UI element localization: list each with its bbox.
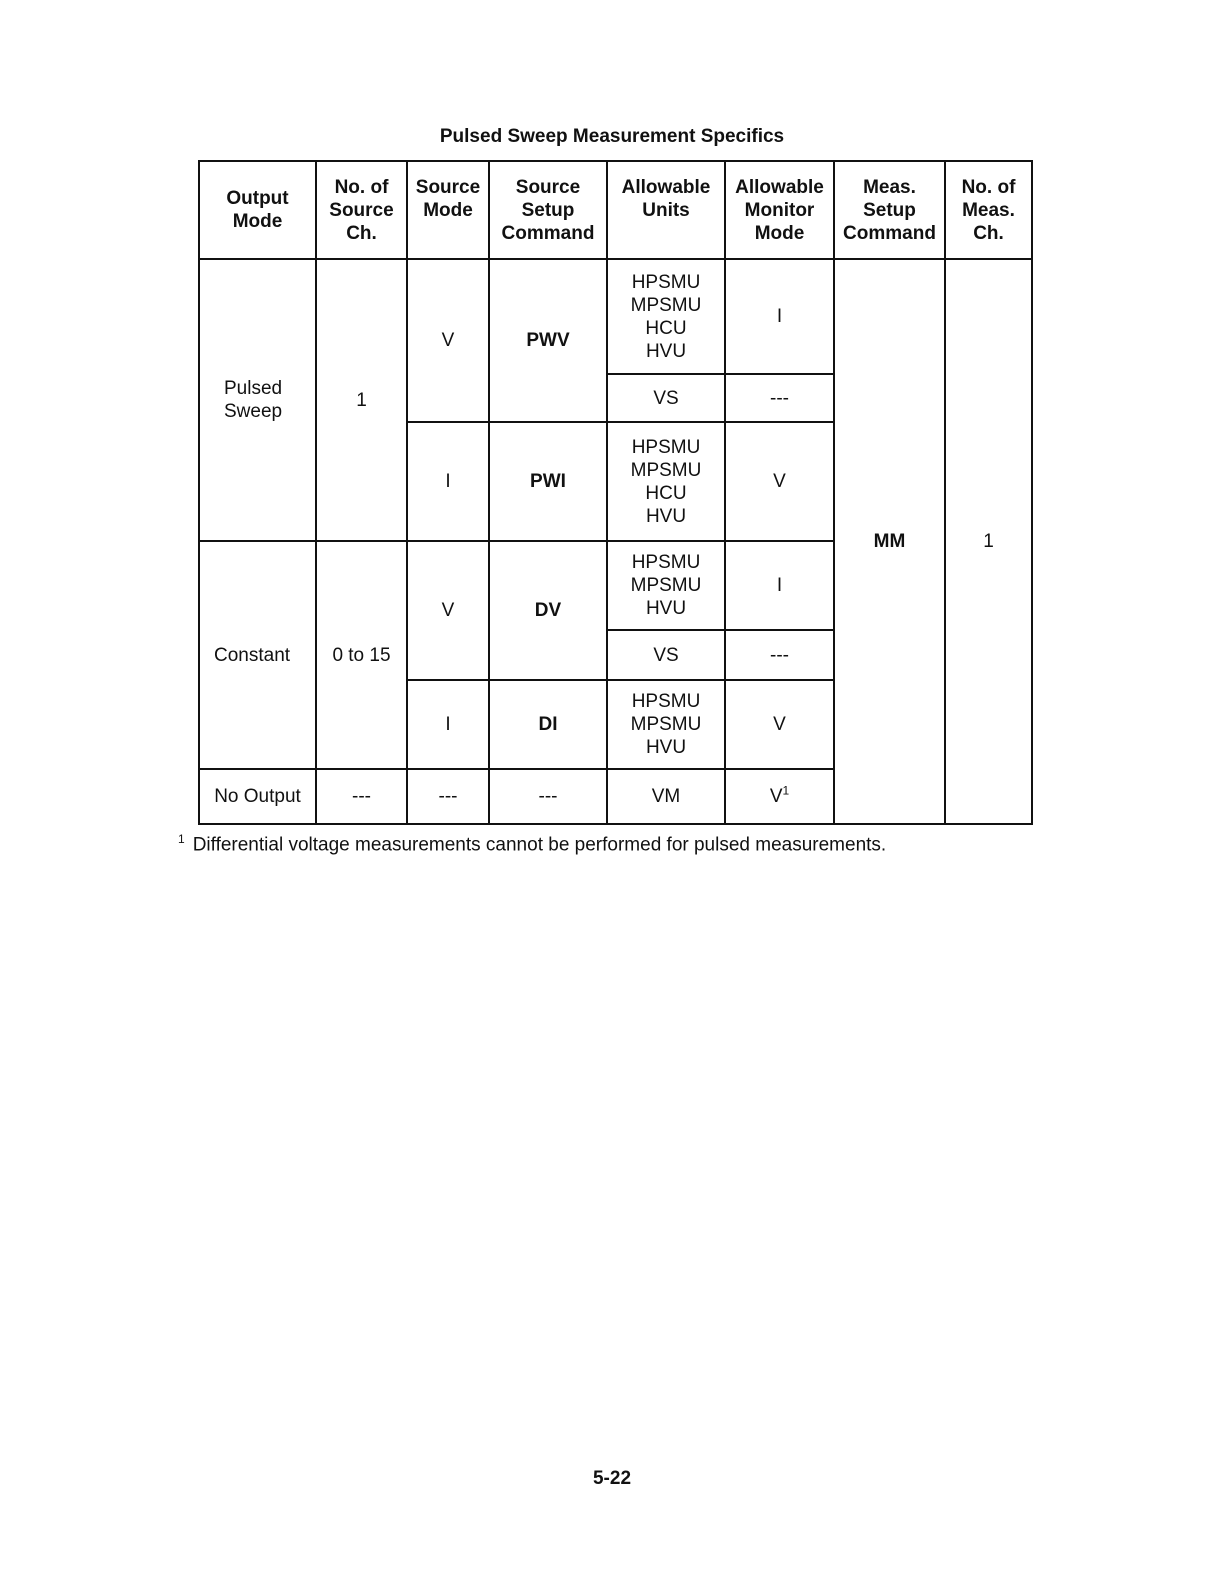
units-pwi: HPSMU MPSMU HCU HVU: [607, 422, 725, 541]
pulsed-sweep-spec-table: [198, 160, 1033, 825]
output-mode-constant: Constant: [199, 541, 316, 769]
header-allowable-monitor-mode: Allowable Monitor Mode: [725, 161, 834, 259]
command-no-output: ---: [489, 769, 607, 824]
source-mode-pwv: V: [407, 259, 489, 422]
command-di: DI: [489, 680, 607, 769]
footnote-text: Differential voltage measurements cannot be performed for pulsed measurements.: [192, 834, 887, 856]
header-allowable-units: Allowable Units: [607, 161, 725, 259]
footnote-reference: 1: [782, 783, 790, 798]
output-mode-no-output: No Output: [199, 769, 316, 824]
monitor-pwi: V: [725, 422, 834, 541]
source-mode-dv: V: [407, 541, 489, 680]
header-no-source-ch: No. of Source Ch.: [316, 161, 407, 259]
command-pwv: PWV: [489, 259, 607, 422]
units-vm: VM: [607, 769, 725, 824]
units-pwv-vs: VS: [607, 374, 725, 422]
header-no-meas-ch: No. of Meas. Ch.: [945, 161, 1032, 259]
no-source-ch-constant: 0 to 15: [316, 541, 407, 769]
output-mode-pulsed-sweep: Pulsed Sweep: [199, 259, 316, 541]
table-title: Pulsed Sweep Measurement Specifics: [439, 126, 785, 147]
footnote-mark: 1: [178, 832, 185, 846]
units-pwv: HPSMU MPSMU HCU HVU: [607, 259, 725, 374]
header-output-mode: Output Mode: [199, 161, 316, 259]
table-row: [199, 259, 1032, 374]
source-mode-pwi: I: [407, 422, 489, 541]
no-source-ch-pulsed: 1: [316, 259, 407, 541]
command-dv: DV: [489, 541, 607, 680]
header-source-mode: Source Mode: [407, 161, 489, 259]
monitor-di: V: [725, 680, 834, 769]
monitor-pwv: I: [725, 259, 834, 374]
monitor-dv: I: [725, 541, 834, 630]
monitor-vm: [725, 769, 834, 824]
source-mode-no-output: ---: [407, 769, 489, 824]
source-mode-di: I: [407, 680, 489, 769]
units-di: HPSMU MPSMU HVU: [607, 680, 725, 769]
command-pwi: PWI: [489, 422, 607, 541]
units-dv: HPSMU MPSMU HVU: [607, 541, 725, 630]
header-row: [199, 161, 1032, 259]
page-number: 5-22: [592, 1468, 632, 1489]
header-source-setup-command: Source Setup Command: [489, 161, 607, 259]
monitor-vm-value: V: [769, 786, 783, 807]
units-dv-vs: VS: [607, 630, 725, 680]
meas-setup-command-mm: MM: [834, 259, 945, 824]
footnote: [178, 832, 886, 856]
no-source-ch-no-output: ---: [316, 769, 407, 824]
header-meas-setup-command: Meas. Setup Command: [834, 161, 945, 259]
monitor-pwv-vs: ---: [725, 374, 834, 422]
monitor-dv-vs: ---: [725, 630, 834, 680]
no-meas-ch: 1: [945, 259, 1032, 824]
